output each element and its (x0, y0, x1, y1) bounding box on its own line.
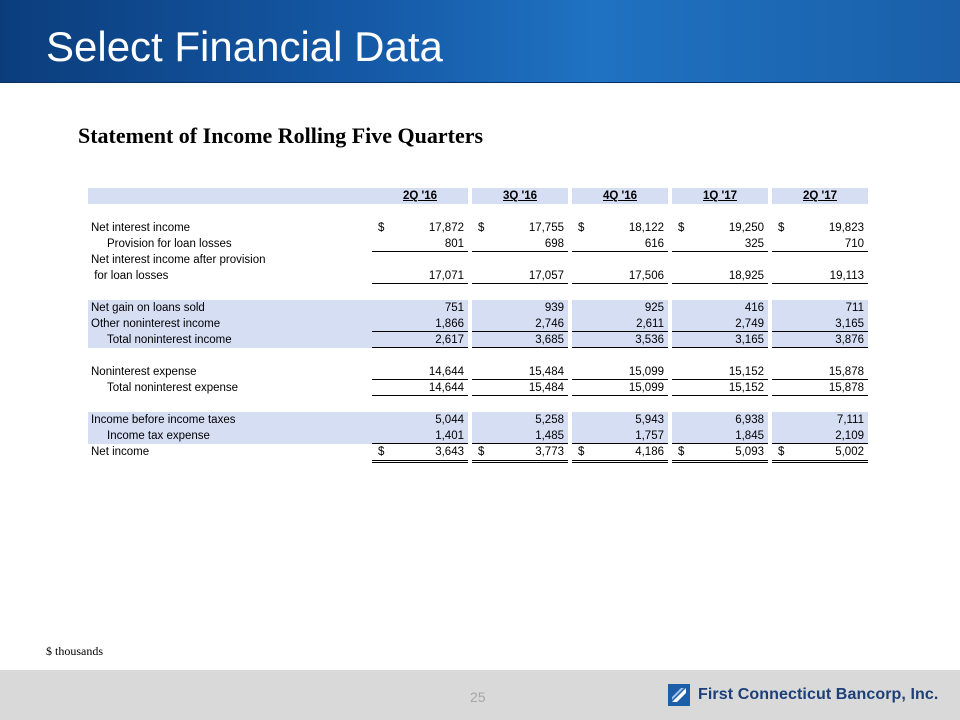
value-cell: $ 3,773 (472, 444, 568, 463)
table-row-total-noninterest-income (88, 332, 868, 348)
value-cell: 3,165 (772, 316, 868, 332)
income-statement-table (88, 188, 868, 460)
value-cell: 2,617 (372, 332, 468, 348)
value-cell: 7,111 (772, 412, 868, 428)
value-cell: $ 17,755 (478, 222, 564, 234)
value-cell: 15,099 (572, 380, 668, 396)
table-row-noninterest-expense (88, 364, 868, 380)
row-label: for loan losses (91, 270, 169, 282)
value-cell: 2,109 (772, 428, 868, 444)
logo-mark-icon (668, 684, 690, 706)
value-cell: 3,876 (772, 332, 868, 348)
row-label: Noninterest expense (91, 366, 197, 378)
table-row-other-noninterest-income (88, 316, 868, 332)
value-cell: 711 (772, 300, 868, 316)
value-cell: 2,611 (572, 316, 668, 332)
value-cell: 751 (372, 300, 468, 316)
row-label: Income tax expense (88, 428, 372, 444)
value-cell: 19,113 (772, 268, 868, 284)
row-label: Net gain on loans sold (88, 300, 372, 316)
column-header: 3Q '16 (472, 188, 568, 204)
value-cell: 3,685 (472, 332, 568, 348)
row-label: Provision for loan losses (107, 238, 232, 250)
value-cell: $ 4,186 (572, 444, 668, 463)
row-label: Net interest income after provision (91, 254, 266, 266)
row-label: Other noninterest income (88, 316, 372, 332)
value-cell: 17,057 (472, 268, 568, 284)
column-header-row (88, 188, 868, 204)
value-cell: 1,845 (672, 428, 768, 444)
column-header: 1Q '17 (672, 188, 768, 204)
value-cell: 3,536 (572, 332, 668, 348)
value-cell: 18,925 (672, 268, 768, 284)
value-cell: $ 17,872 (378, 222, 464, 234)
value-cell: $ 5,093 (672, 444, 768, 463)
value-cell: 925 (572, 300, 668, 316)
value-cell: 14,644 (372, 364, 468, 380)
value-cell: 801 (372, 236, 468, 252)
company-name: First Connecticut Bancorp, Inc. (698, 686, 939, 703)
value-cell: 15,878 (772, 364, 868, 380)
value-cell: $ 3,643 (372, 444, 468, 463)
value-cell: 698 (472, 236, 568, 252)
value-cell: 6,938 (672, 412, 768, 428)
value-cell: 710 (772, 236, 868, 252)
value-cell: 939 (472, 300, 568, 316)
table-row-provision (88, 236, 868, 252)
table-row-total-noninterest-expense (88, 380, 868, 396)
value-cell: 616 (572, 236, 668, 252)
value-cell: 1,866 (372, 316, 468, 332)
title-banner (0, 0, 960, 83)
value-cell: 15,484 (472, 380, 568, 396)
value-cell: 5,258 (472, 412, 568, 428)
value-cell: $ 18,122 (578, 222, 664, 234)
value-cell: 14,644 (372, 380, 468, 396)
table-row-income-before-taxes (88, 412, 868, 428)
value-cell: 5,943 (572, 412, 668, 428)
value-cell: 3,165 (672, 332, 768, 348)
row-label: Income before income taxes (88, 412, 372, 428)
table-row-nii-after-provision-label (88, 252, 868, 268)
value-cell: 5,044 (372, 412, 468, 428)
table-row-nii-after-provision (88, 268, 868, 284)
value-cell: 15,878 (772, 380, 868, 396)
value-cell: 2,746 (472, 316, 568, 332)
column-header: 2Q '16 (372, 188, 468, 204)
row-label: Total noninterest expense (107, 382, 239, 394)
value-cell: 1,485 (472, 428, 568, 444)
table-row-net-interest-income (88, 220, 868, 236)
column-header: 4Q '16 (572, 188, 668, 204)
value-cell: $ 19,823 (778, 222, 864, 234)
row-label: Total noninterest income (88, 332, 372, 348)
page-number: 25 (470, 689, 486, 705)
value-cell: 1,757 (572, 428, 668, 444)
statement-title: Statement of Income Rolling Five Quarters (78, 123, 484, 148)
column-header: 2Q '17 (772, 188, 868, 204)
page-title: Select Financial Data (46, 23, 443, 70)
value-cell: 1,401 (372, 428, 468, 444)
table-row-net-gain (88, 300, 868, 316)
table-row-income-tax-expense (88, 428, 868, 444)
table-row-net-income (88, 444, 868, 460)
value-cell: 2,749 (672, 316, 768, 332)
value-cell: 15,152 (672, 364, 768, 380)
value-cell: $ 19,250 (678, 222, 764, 234)
units-note: $ thousands (46, 644, 103, 658)
row-label: Net income (91, 446, 150, 458)
value-cell: $ 5,002 (772, 444, 868, 463)
row-label: Net interest income (91, 222, 191, 234)
value-cell: 325 (672, 236, 768, 252)
value-cell: 15,484 (472, 364, 568, 380)
header-label-cell (88, 188, 372, 204)
value-cell: 17,071 (372, 268, 468, 284)
value-cell: 416 (672, 300, 768, 316)
value-cell: 15,099 (572, 364, 668, 380)
company-logo (668, 684, 939, 708)
value-cell: 17,506 (572, 268, 668, 284)
value-cell: 15,152 (672, 380, 768, 396)
